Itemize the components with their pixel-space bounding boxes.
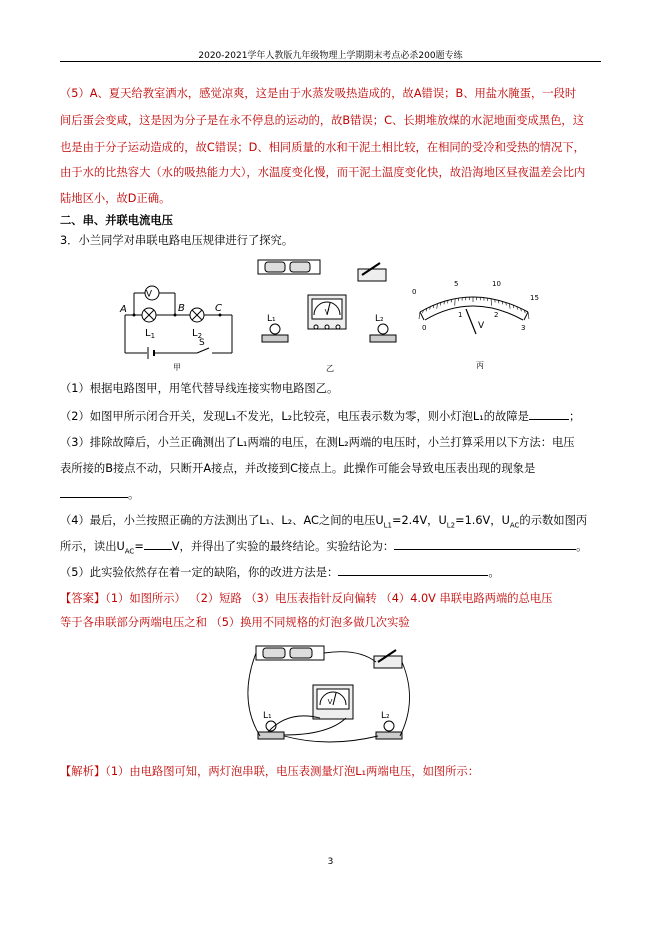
bing-tick-top-15: 15 — [530, 294, 539, 302]
page-number: 3 — [327, 857, 334, 867]
answer-l2-label: L₂ — [381, 711, 390, 721]
yi-l1-label: L₁ — [267, 314, 276, 324]
bing-tick-top-10: 10 — [492, 280, 501, 288]
voltmeter-dial-bing — [410, 272, 545, 372]
bing-tick-bottom-2: 2 — [494, 311, 499, 319]
answer-l1-label: L₁ — [263, 711, 272, 721]
jia-voltmeter-label: V — [145, 289, 153, 300]
explanation-line-5: 陆地区小，故D正确。 — [60, 192, 171, 205]
question-part-4a: （4）最后，小兰按照正确的方法测出了L₁、L₂、AC之间的电压$U_{L1}=2.4V$，$U_{L2}=1.6V$，$U_{AC}$的示数如图丙 — [60, 514, 588, 530]
blank-5[interactable] — [338, 575, 488, 576]
question-part-3c: 。 — [60, 481, 601, 508]
dial-tick — [419, 312, 420, 319]
dial-tick — [509, 304, 510, 309]
header-rule — [60, 61, 601, 62]
yi-l2-label: L₂ — [375, 314, 384, 324]
analysis-line-1: 【解析】（1）由电路图可知，两灯泡串联，电压表测量灯泡L₁两端电压，如图所示： — [60, 765, 480, 778]
blank-2[interactable] — [529, 419, 569, 420]
question-intro: 3．小兰同学对串联电路电压规律进行了探究。 — [60, 234, 294, 247]
page-header: 2020-2021学年人教版九年级物理上学期期末考点必杀200题专练 — [198, 51, 463, 61]
blank-3[interactable] — [60, 497, 128, 498]
bing-tick-bottom-3: 3 — [521, 324, 526, 332]
bing-tick-bottom-0: 0 — [422, 324, 427, 332]
bing-caption: 丙 — [476, 361, 484, 370]
answer-line-1: 【答案】（1）如图所示） （2）短路 （3）电压表指针反向偏转 （4）4.0V 串联电路两端的总电压 — [60, 592, 553, 605]
jia-switch-label: S — [199, 338, 205, 348]
answer-line-2: 等于各串联部分两端电压之和 （5）换用不同规格的灯泡多做几次实验 — [60, 616, 410, 629]
question-part-4b: 所示，读出$U_{AC}= V$，并得出了实验的最终结论。实验结论为： 。 — [60, 540, 588, 556]
jia-l2-label: $L_2$ — [192, 328, 203, 340]
question-part-1: （1）根据电路图甲，用笔代替导线连接实物电路图乙。 — [60, 382, 339, 395]
blank-4-reading[interactable] — [144, 549, 172, 550]
question-part-3a: （3）排除故障后，小兰正确测出了L₁两端的电压，在测L₂两端的电压时，小兰打算采用以下方法：电压 — [60, 436, 575, 449]
yi-caption: 乙 — [326, 364, 334, 373]
dial-tick — [528, 312, 529, 319]
explanation-line-3: 也是由于分子运动造成的，故C错误；D、相同质量的水和干泥土相比较，在相同的受冷和受热的情况下， — [60, 141, 585, 154]
jia-caption: 甲 — [173, 363, 181, 372]
blank-4-conclusion[interactable] — [394, 549, 576, 550]
explanation-line-2: 间后蛋会变咸，这是因为分子是在永不停息的运动的，故B错误；C、长期堆放煤的水泥地面变成黑色，这 — [60, 114, 585, 127]
bing-tick-top-0: 0 — [412, 288, 417, 296]
answer-wiring-figure — [238, 640, 420, 755]
bing-tick-top-5: 5 — [454, 280, 459, 288]
apparatus-yi — [250, 255, 410, 375]
question-part-2: （2）如图甲所示闭合开关，发现L₁不发光，L₂比较亮，电压表示数为零，则小灯泡L₁的故障是 ； — [60, 410, 581, 423]
bing-tick-bottom-1: 1 — [458, 311, 463, 319]
bing-unit-label: V — [478, 321, 485, 331]
question-part-5: （5）此实验依然存在着一定的缺陷，你的改进方法是： 。 — [60, 566, 500, 579]
section-title: 二、串、并联电流电压 — [60, 214, 173, 227]
jia-point-a: A — [120, 304, 127, 315]
jia-l1-label: $L_1$ — [145, 328, 156, 340]
jia-point-c: C — [215, 303, 222, 314]
yi-voltmeter-label: V — [324, 308, 330, 316]
explanation-line-1: （5）A、夏天给教室洒水，感觉凉爽，这是由于水蒸发吸热造成的，故A错误；B、用盐水腌蛋，一段时 — [60, 87, 577, 100]
answer-voltmeter-label: V — [327, 698, 333, 706]
question-part-3b: 表所接的B接点不动，只断开A接点，并改接到C接点上。此操作可能会导致电压表出现的现象是 — [60, 462, 536, 475]
explanation-line-4: 由于水的比热容大（水的吸热能力大），水温度变化慢，而干泥土温度变化快，故沿海地区昼夜温差会比内 — [60, 166, 586, 179]
circuit-diagram-jia — [112, 278, 242, 373]
jia-point-b: B — [178, 303, 185, 314]
